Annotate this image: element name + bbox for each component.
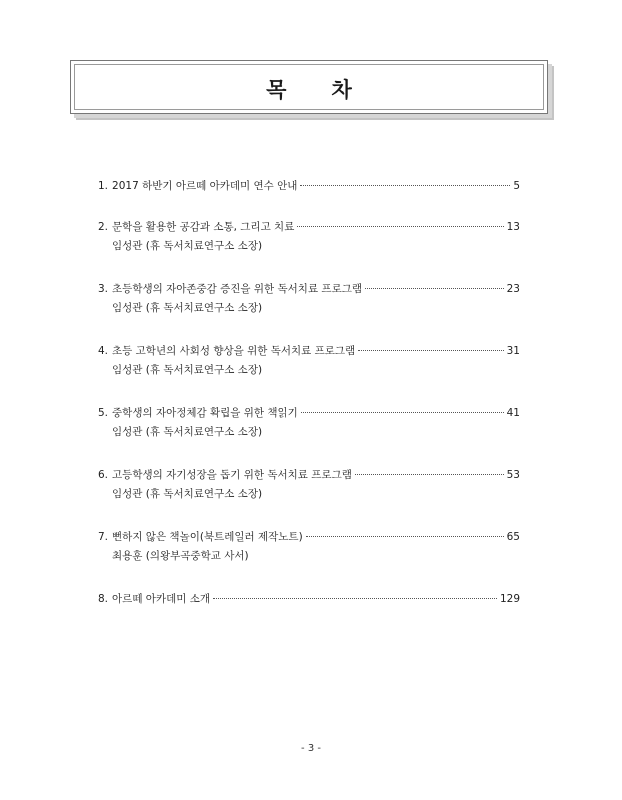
toc-entry-number: 2. — [98, 221, 109, 233]
dot-leader — [306, 536, 504, 537]
toc-entry-title: 아르떼 아카데미 소개 — [112, 593, 210, 605]
toc-entry-page: 53 — [506, 469, 520, 481]
toc-entry-line — [98, 529, 520, 545]
toc-entry[interactable] — [98, 343, 520, 378]
toc-entry[interactable] — [98, 467, 520, 502]
toc-entry-line — [98, 343, 520, 359]
toc-entry-line — [98, 281, 520, 297]
dot-leader — [300, 185, 510, 186]
toc-entry-author: 임성관 (휴 독서치료연구소 소장) — [112, 488, 263, 500]
dot-leader — [355, 474, 504, 475]
toc-entry-line — [98, 467, 520, 483]
toc-entry-line — [98, 178, 520, 194]
toc-entry-number: 6. — [98, 469, 109, 481]
dot-leader — [301, 412, 504, 413]
toc-entry-number: 3. — [98, 283, 109, 295]
toc-entry-author: 임성관 (휴 독서치료연구소 소장) — [112, 426, 263, 438]
toc-entry-page: 129 — [499, 593, 520, 605]
dot-leader — [365, 288, 504, 289]
toc-entry-author: 임성관 (휴 독서치료연구소 소장) — [112, 364, 263, 376]
toc-entry-title: 고등학생의 자기성장을 돕기 위한 독서치료 프로그램 — [112, 469, 352, 481]
dot-leader — [297, 226, 503, 227]
toc-entry-title: 뻔하지 않은 책놀이(북트레일러 제작노트) — [112, 531, 303, 543]
toc-entry-line — [98, 591, 520, 607]
page-title: 목 차 — [266, 78, 371, 102]
toc-entry-author: 임성관 (휴 독서치료연구소 소장) — [112, 240, 263, 252]
toc-entry-page: 41 — [506, 407, 520, 419]
toc-entry[interactable] — [98, 178, 520, 194]
toc-entry-title: 문학을 활용한 공감과 소통, 그리고 치료 — [112, 221, 295, 233]
toc-entry-page: 23 — [506, 283, 520, 295]
toc-entry-line — [98, 405, 520, 421]
dot-leader — [213, 598, 497, 599]
page-number: - 3 - — [301, 743, 321, 754]
toc-entry-author: 최용훈 (의왕부곡중학교 사서) — [112, 550, 249, 562]
toc-entry-number: 8. — [98, 593, 109, 605]
toc-entry-number: 4. — [98, 345, 109, 357]
toc-entry-title: 초등학생의 자아존중감 증진을 위한 독서치료 프로그램 — [112, 283, 363, 295]
toc-entry[interactable] — [98, 591, 520, 607]
toc-entry-number: 1. — [98, 180, 109, 192]
toc-entry-title: 초등 고학년의 사회성 향상을 위한 독서치료 프로그램 — [112, 345, 356, 357]
toc-entry-number: 7. — [98, 531, 109, 543]
dot-leader — [358, 350, 503, 351]
toc-entry-page: 65 — [506, 531, 520, 543]
toc-entry-title: 중학생의 자아정체감 확립을 위한 책읽기 — [112, 407, 298, 419]
toc-entry-page: 31 — [506, 345, 520, 357]
toc-entry[interactable] — [98, 529, 520, 564]
toc-entry-line — [98, 219, 520, 235]
toc-entry-page: 13 — [506, 221, 520, 233]
toc-entry-number: 5. — [98, 407, 109, 419]
table-of-contents — [98, 178, 520, 634]
toc-entry-author: 임성관 (휴 독서치료연구소 소장) — [112, 302, 263, 314]
toc-entry[interactable] — [98, 281, 520, 316]
toc-entry-page: 5 — [513, 180, 520, 192]
toc-entry-title: 2017 하반기 아르떼 아카데미 연수 안내 — [112, 180, 298, 192]
title-box — [70, 60, 548, 114]
toc-entry[interactable] — [98, 219, 520, 254]
toc-entry[interactable] — [98, 405, 520, 440]
